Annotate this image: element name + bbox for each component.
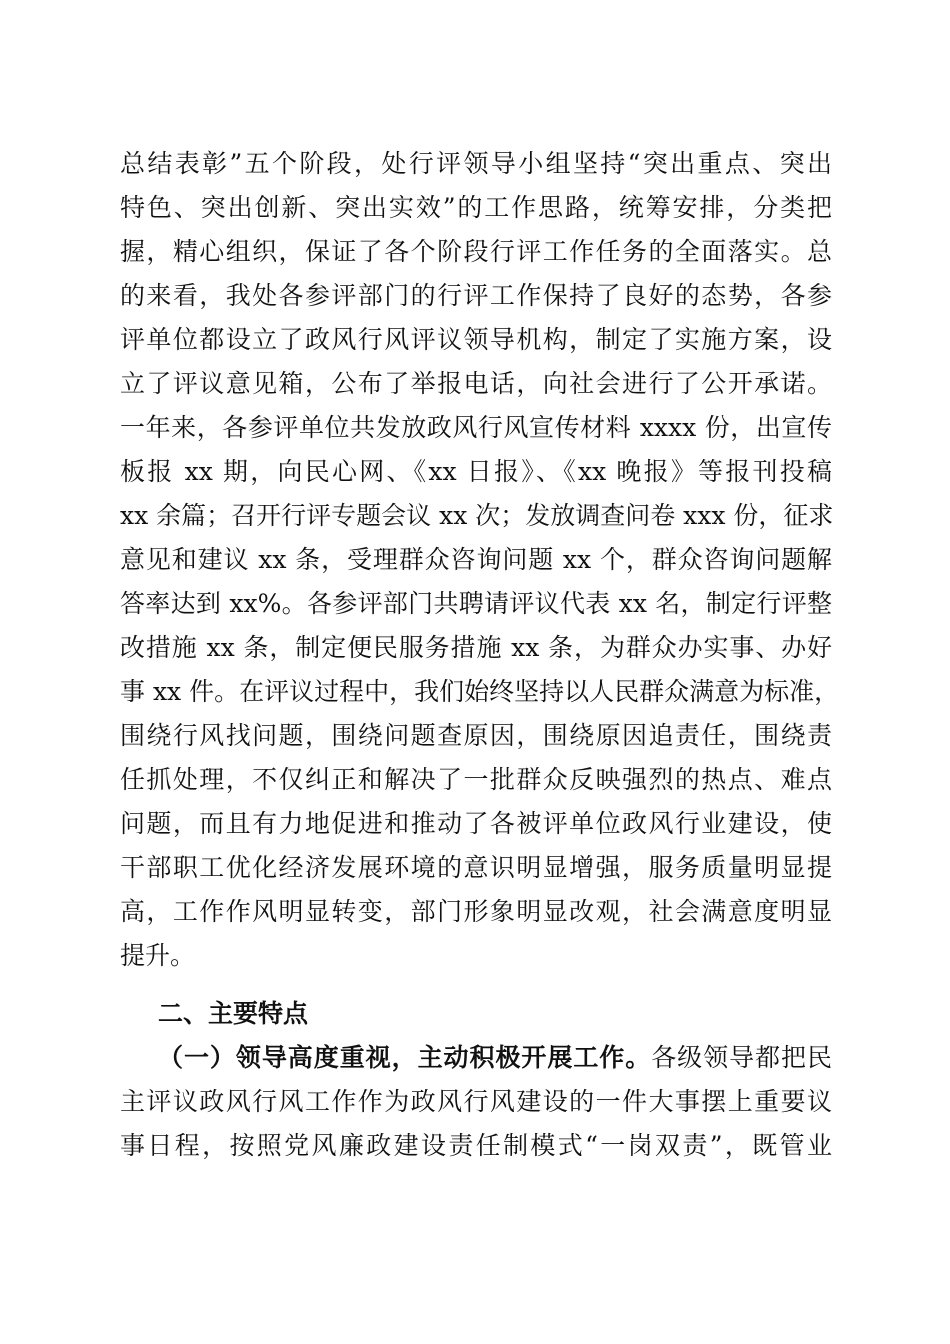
paragraph-line: 总结表彰”五个阶段，处行评领导小组坚持“突出重点、突出	[120, 149, 832, 178]
paragraph-line: 评单位都设立了政风行风评议领导机构，制定了实施方案，设	[120, 325, 832, 354]
paragraph-line: 一年来，各参评单位共发放政风行风宣传材料 xxxx 份，出宣传	[120, 413, 832, 442]
paragraph-line: 事日程，按照党风廉政建设责任制模式“一岗双责”，既管业	[120, 1131, 832, 1160]
paragraph-first-line	[120, 1036, 832, 1080]
paragraph-line: 高，工作作风明显转变，部门形象明显改观，社会满意度明显	[120, 897, 832, 926]
paragraph-line: 围绕行风找问题，围绕问题查原因，围绕原因追责任，围绕责	[120, 721, 832, 750]
section-heading: 二、主要特点	[158, 999, 309, 1028]
paragraph-line: xx 余篇；召开行评专题会议 xx 次；发放调查问卷 xxx 份，征求	[120, 501, 834, 530]
paragraph-line: 板报 xx 期，向民心网、《xx 日报》、《xx 晚报》等报刊投稿	[120, 457, 832, 486]
paragraph-line: 提升。	[120, 941, 196, 970]
paragraph-line: 意见和建议 xx 条，受理群众咨询问题 xx 个，群众咨询问题解	[120, 545, 832, 574]
paragraph-line: 特色、突出创新、突出实效”的工作思路，统筹安排，分类把	[120, 193, 832, 222]
paragraph-line: 干部职工优化经济发展环境的意识明显增强，服务质量明显提	[120, 853, 832, 882]
paragraph-line: 任抓处理，不仅纠正和解决了一批群众反映强烈的热点、难点	[120, 765, 832, 794]
subsection-lead: （一）领导高度重视，主动积极开展工作。	[158, 1043, 652, 1072]
paragraph-line-rest: 各级领导都把民	[651, 1043, 832, 1072]
paragraph-summary	[120, 142, 840, 978]
paragraph-line: 答率达到 xx%。各参评部门共聘请评议代表 xx 名，制定行评整	[120, 589, 832, 618]
paragraph-line: 改措施 xx 条，制定便民服务措施 xx 条，为群众办实事、办好	[120, 633, 832, 662]
paragraph-line: 的来看，我处各参评部门的行评工作保持了良好的态势，各参	[120, 281, 832, 310]
paragraph-line: 主评议政风行风工作作为政风行风建设的一件大事摆上重要议	[120, 1087, 832, 1116]
paragraph-line: 事 xx 件。在评议过程中，我们始终坚持以人民群众满意为标准，	[120, 677, 840, 706]
paragraph-line: 立了评议意见箱，公布了举报电话，向社会进行了公开承诺。	[120, 369, 832, 398]
paragraph-leadership	[120, 1036, 832, 1168]
paragraph-line: 握，精心组织，保证了各个阶段行评工作任务的全面落实。总	[120, 237, 832, 266]
paragraph-line: 问题，而且有力地促进和推动了各被评单位政风行业建设，使	[120, 809, 832, 838]
